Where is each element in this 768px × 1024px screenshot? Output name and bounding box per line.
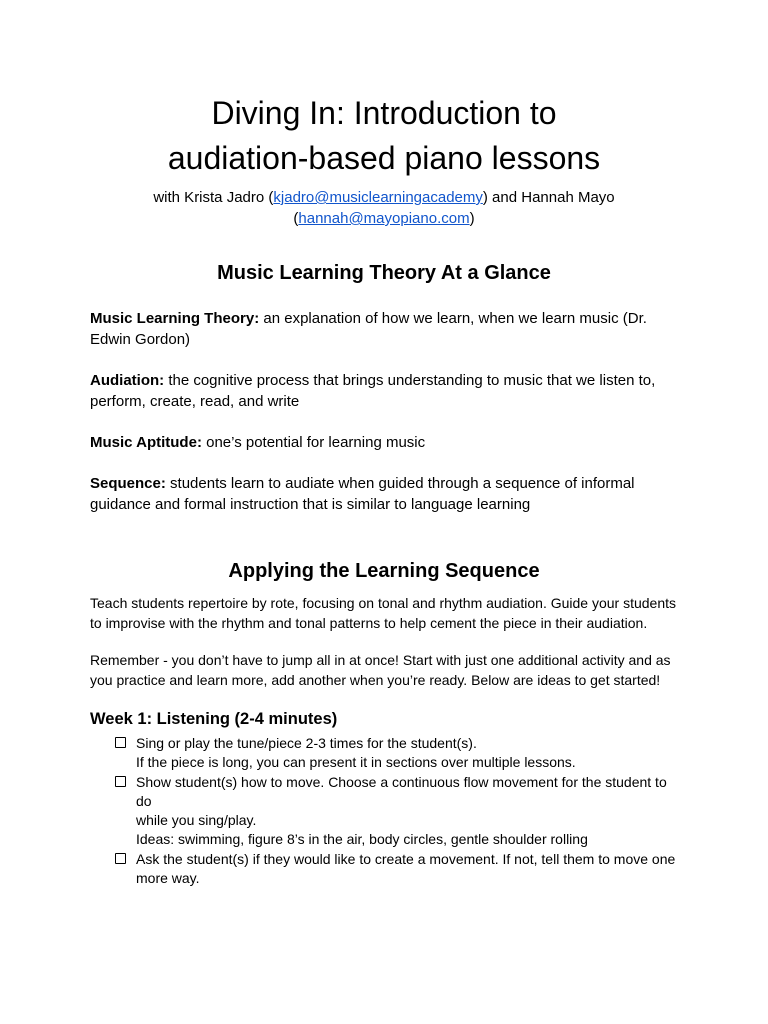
definition-text-cont: Edwin Gordon) <box>90 331 191 348</box>
item-line: Show student(s) how to move. Choose a continuous flow movement for the student to do <box>136 774 667 809</box>
email-link-hannah[interactable]: hannah@mayopiano.com <box>298 210 470 227</box>
item-line: while you sing/play. <box>136 812 257 828</box>
item-line: Sing or play the tune/piece 2-3 times for the student(s). <box>136 735 477 751</box>
byline-close-paren: ) <box>469 210 475 227</box>
definition-text-cont: perform, create, read, and write <box>90 393 300 410</box>
definition-text: the cognitive process that brings understanding to music that we listen to, <box>164 372 656 389</box>
byline <box>90 187 678 229</box>
item-line: Ask the student(s) if they would like to create a movement. If not, tell them to move one <box>136 851 676 867</box>
definition-sequence <box>90 473 678 515</box>
checklist-item <box>115 850 678 888</box>
byline-middle: ) and Hannah Mayo <box>482 189 615 206</box>
definition-music-aptitude <box>90 432 678 453</box>
definition-music-learning-theory <box>90 308 678 350</box>
checkbox[interactable] <box>115 853 126 864</box>
definition-term: Music Learning Theory: <box>90 310 260 327</box>
paragraph-line: to improvise with the rhythm and tonal patterns to help cement the piece in their audiation. <box>90 614 648 631</box>
title-line-2: audiation-based piano lessons <box>167 140 601 176</box>
email-link-krista[interactable]: kjadro@musiclearningacademy <box>273 189 483 206</box>
paragraph-repertoire <box>90 594 678 633</box>
paragraph-line: Teach students repertoire by rote, focusing on tonal and rhythm audiation. Guide your students <box>90 595 677 611</box>
checklist-item <box>115 734 678 772</box>
definition-audiation <box>90 370 678 412</box>
byline-prefix: with Krista Jadro ( <box>153 189 274 206</box>
week1-heading: Week 1: Listening (2-4 minutes) <box>90 710 338 728</box>
paragraph-line: you practice and learn more, add another when you’re ready. Below are ideas to get started! <box>90 671 661 688</box>
definition-term: Music Aptitude: <box>90 434 202 451</box>
definition-text: an explanation of how we learn, when we learn music (Dr. <box>259 310 647 327</box>
definition-term: Sequence: <box>90 475 166 492</box>
item-line: If the piece is long, you can present it in sections over multiple lessons. <box>136 754 576 770</box>
section-heading-theory: Music Learning Theory At a Glance <box>217 262 551 284</box>
definition-text: one’s potential for learning music <box>201 434 426 451</box>
definition-text-cont: guidance and formal instruction that is similar to language learning <box>90 496 531 513</box>
title-line-1: Diving In: Introduction to <box>211 95 557 131</box>
paragraph-line: Remember - you don’t have to jump all in at once! Start with just one additional activity and as <box>90 652 671 668</box>
definition-term: Audiation: <box>90 372 165 389</box>
byline-open-paren: ( <box>293 210 299 227</box>
checkbox[interactable] <box>115 737 126 748</box>
item-line: more way. <box>136 870 200 886</box>
section-heading-apply: Applying the Learning Sequence <box>228 560 540 582</box>
paragraph-remember <box>90 651 678 690</box>
document-title <box>90 0 678 181</box>
definition-text: students learn to audiate when guided through a sequence of informal <box>165 475 635 492</box>
week1-checklist <box>90 734 678 888</box>
checkbox[interactable] <box>115 776 126 787</box>
checklist-item <box>115 773 678 849</box>
item-line: Ideas: swimming, figure 8’s in the air, body circles, gentle shoulder rolling <box>136 831 588 847</box>
